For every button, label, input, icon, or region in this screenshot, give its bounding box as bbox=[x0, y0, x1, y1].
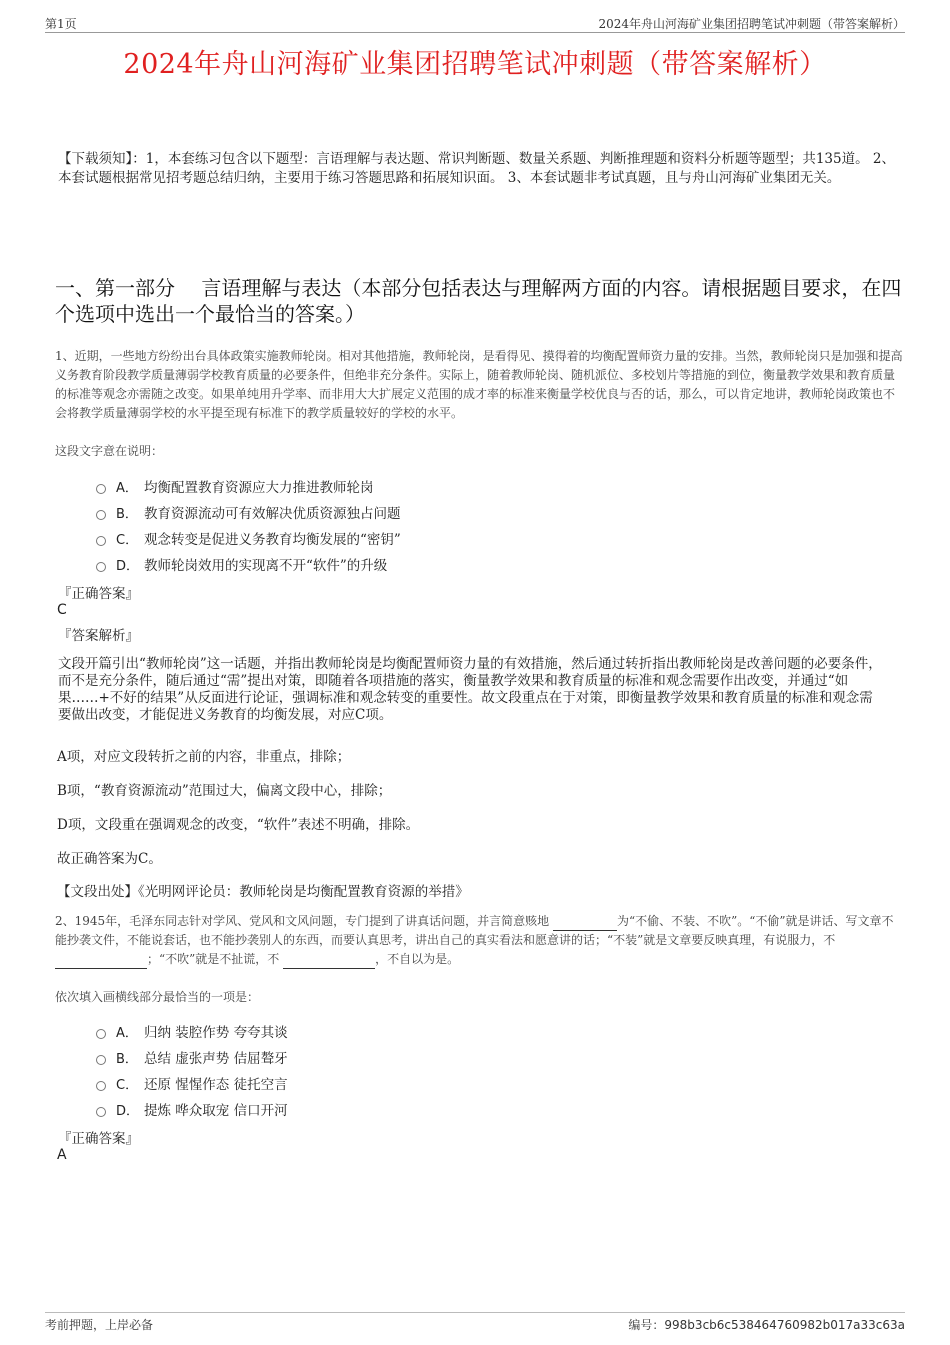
question-2-answer: A bbox=[57, 1147, 67, 1163]
question-1-source: 【文段出处】《光明网评论员：教师轮岗是均衡配置教育资源的举措》 bbox=[57, 884, 469, 900]
footer-code: 998b3cb6c538464760982b017a33c63a bbox=[664, 1318, 905, 1332]
question-2-text-part-4: ，不自以为是。 bbox=[375, 952, 460, 966]
footer-slogan: 考前押题，上岸必备 bbox=[45, 1318, 154, 1332]
option-letter: B． bbox=[116, 1051, 138, 1067]
question-2-answer-label: 『正确答案』 bbox=[58, 1131, 139, 1147]
radio-icon[interactable] bbox=[96, 536, 106, 546]
page-header bbox=[45, 14, 905, 33]
radio-icon[interactable] bbox=[96, 562, 106, 572]
option-text: 教育资源流动可有效解决优质资源独占问题 bbox=[144, 506, 401, 522]
option-letter: C． bbox=[116, 1077, 139, 1093]
question-1-note-b: B项，“教育资源流动”范围过大，偏离文段中心，排除； bbox=[57, 783, 392, 799]
question-1-note-a: A项，对应文段转折之前的内容，非重点，排除； bbox=[57, 749, 351, 765]
radio-icon[interactable] bbox=[96, 484, 106, 494]
question-1-conclusion: 故正确答案为C。 bbox=[57, 851, 162, 867]
question-1-option-b[interactable] bbox=[96, 499, 401, 525]
fill-blank-3 bbox=[283, 956, 375, 969]
document-title: 2024年舟山河海矿业集团招聘笔试冲刺题（带答案解析） bbox=[123, 49, 827, 80]
question-1-note-d: D项，文段重在强调观念的改变，“软件”表述不明确，排除。 bbox=[57, 817, 420, 833]
radio-icon[interactable] bbox=[96, 510, 106, 520]
option-letter: A． bbox=[116, 480, 138, 496]
question-2-prompt: 依次填入画横线部分最恰当的一项是： bbox=[55, 990, 260, 1004]
question-2-option-d[interactable] bbox=[96, 1096, 288, 1122]
fill-blank-1 bbox=[553, 918, 617, 931]
question-1-options bbox=[96, 473, 401, 577]
question-2-text-part-2: 为“不偷、不装、不吹”。“不偷”就是讲话、写文章不能抄袭文件，不能说套话，也不能抄袭别人的东西，而要认真思考，讲出自己的真实看法和愿意讲的话；“不装”就是文章要反映真理，有说服力，不 bbox=[55, 914, 894, 947]
question-1-prompt: 这段文字意在说明： bbox=[55, 444, 164, 458]
question-2-text-part-3: ；“不吹”就是不扯谎，不 bbox=[147, 952, 280, 966]
page-number: 第1页 bbox=[45, 17, 77, 31]
option-letter: A． bbox=[116, 1025, 138, 1041]
option-text: 总结 虚张声势 佶屈聱牙 bbox=[144, 1051, 288, 1067]
question-1-answer: C bbox=[57, 602, 67, 618]
fill-blank-2 bbox=[55, 956, 147, 969]
question-1-text: 1、近期，一些地方纷纷出台具体政策实施教师轮岗。相对其他措施，教师轮岗，是看得见、摸得着的均衡配置师资力量的安排。当然，教师轮岗只是加强和提高义务教育阶段教学质量薄弱学校教育质量的必要条件，但绝非充分条件。实际上，随着教师轮岗、随机派位、多校划片等措施的到位，衡量教学效果和教育质量的标准等观念亦需随之改变。如果单纯用升学率、而非用大大扩展定义范围的成才率的标准来衡量学校优良与否的话，那么，可以肯定地讲，教师轮岗政策也不会将教学质量薄弱学校的水平提至现有标准下的教学质量较好的学校的水平。 bbox=[55, 349, 903, 420]
radio-icon[interactable] bbox=[96, 1107, 106, 1117]
question-2-options bbox=[96, 1018, 288, 1122]
option-text: 归纳 装腔作势 夸夸其谈 bbox=[144, 1025, 288, 1041]
question-2-option-a[interactable] bbox=[96, 1018, 288, 1044]
question-2-option-c[interactable] bbox=[96, 1070, 288, 1096]
radio-icon[interactable] bbox=[96, 1055, 106, 1065]
option-letter: B． bbox=[116, 506, 138, 522]
option-letter: C． bbox=[116, 532, 139, 548]
option-letter: D． bbox=[116, 558, 140, 574]
option-text: 提炼 哗众取宠 信口开河 bbox=[144, 1103, 288, 1119]
header-doc-title: 2024年舟山河海矿业集团招聘笔试冲刺题（带答案解析） bbox=[598, 17, 905, 31]
download-notice: 【下载须知】：1，本套练习包含以下题型：言语理解与表达题、常识判断题、数量关系题、判断推理题和资料分析题等题型；共135道。 2、本套试题根据常见招考题总结归纳，主要用于练习答题思路和拓展知识面。 3、本套试题非考试真题，且与舟山河海矿业集团无关。 bbox=[58, 151, 895, 186]
question-1-option-d[interactable] bbox=[96, 551, 401, 577]
footer-code-block bbox=[628, 1316, 905, 1333]
question-1-analysis: 文段开篇引出“教师轮岗”这一话题，并指出教师轮岗是均衡配置师资力量的有效措施，然后通过转折指出教师轮岗是改善问题的必要条件，而不是充分条件，随后通过“需”提出对策，即随着各项措施的落实，衡量教学效果和教育质量的标准和观念需要作出改变，并通过“如果……+不好的结果”从反面进行论证，强调标准和观念转变的重要性。故文段重点在于对策，即衡量教学效果和教育质量的标准和观念需要做出改变，才能促进义务教育的均衡发展，对应C项。 bbox=[58, 656, 882, 723]
radio-icon[interactable] bbox=[96, 1081, 106, 1091]
radio-icon[interactable] bbox=[96, 1029, 106, 1039]
question-2-text bbox=[55, 912, 905, 969]
question-2-text-part-1: 2、1945年，毛泽东同志针对学风、党风和文风问题，专门提到了讲真话问题，并言简意赅地 bbox=[55, 914, 550, 928]
question-1-analysis-label: 『答案解析』 bbox=[58, 628, 139, 644]
question-1-answer-label: 『正确答案』 bbox=[58, 586, 139, 602]
option-text: 观念转变是促进义务教育均衡发展的“密钥” bbox=[144, 532, 401, 548]
question-1-option-a[interactable] bbox=[96, 473, 401, 499]
option-letter: D． bbox=[116, 1103, 140, 1119]
option-text: 还原 惺惺作态 徒托空言 bbox=[144, 1077, 288, 1093]
footer-code-label: 编号： bbox=[628, 1318, 665, 1332]
question-1-option-c[interactable] bbox=[96, 525, 401, 551]
section-heading: 一、第一部分 言语理解与表达（本部分包括表达与理解两方面的内容。请根据题目要求，在四个选项中选出一个最恰当的答案。） bbox=[55, 276, 902, 326]
option-text: 均衡配置教育资源应大力推进教师轮岗 bbox=[144, 480, 374, 496]
page-footer bbox=[45, 1312, 905, 1333]
option-text: 教师轮岗效用的实现离不开“软件”的升级 bbox=[144, 558, 388, 574]
question-2-option-b[interactable] bbox=[96, 1044, 288, 1070]
